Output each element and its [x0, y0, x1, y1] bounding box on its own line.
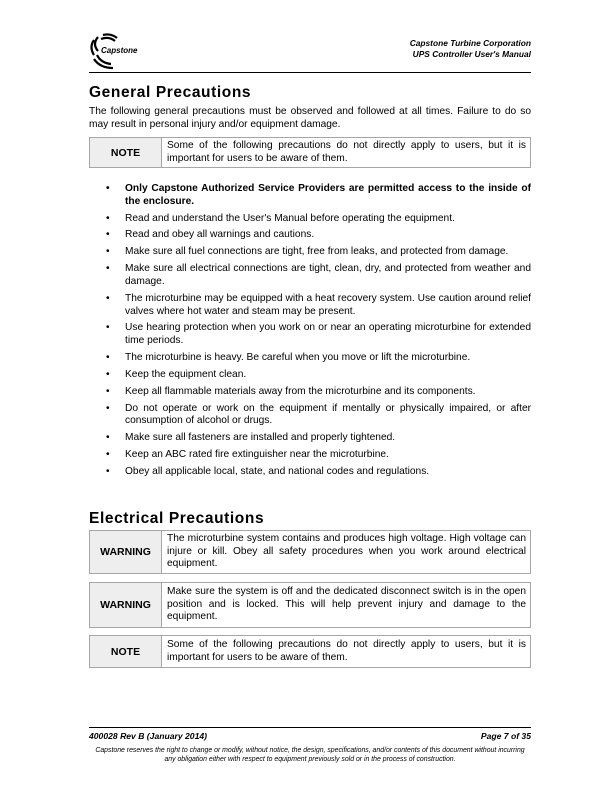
footer-disclaimer: Capstone reserves the right to change or modify, without notice, the design, specifications, and/or contents of this document without incurring any obligation either with respect to equipment previously sold or in the process of construction.: [95, 747, 525, 763]
warning-text: Make sure the system is off and the dedicated disconnect switch is in the open position and is locked. This will help prevent injury and damage to the equipment.: [162, 583, 531, 628]
bullet-icon: •: [106, 246, 110, 258]
bullet-icon: •: [106, 432, 110, 444]
footer-divider: [89, 727, 531, 728]
page-number: Page 7 of 35: [480, 731, 531, 741]
bullet-icon: •: [106, 449, 110, 461]
general-intro: The following general precautions must be observed and followed at all times. Failure to do so may result in personal injury and/or equipment damage.: [89, 106, 531, 130]
note-text: Some of the following precautions do not directly apply to users, but it is important for users to be aware of them.: [162, 636, 531, 668]
list-item: • The microturbine may be equipped with a heat recovery system. Use caution around relief valves where hot water and steam may be present.: [106, 292, 531, 317]
list-item: • Keep the equipment clean.: [106, 368, 247, 380]
list-item: • Obey all applicable local, state, and national codes and regulations.: [106, 466, 430, 478]
company-name: Capstone Turbine Corporation: [409, 38, 531, 48]
electrical-warning-callout-2: [89, 582, 531, 628]
list-item: • Use hearing protection when you work on or near an operating microturbine for extended time periods.: [106, 322, 531, 347]
bullet-icon: •: [106, 263, 110, 275]
bullet-icon: •: [106, 229, 110, 241]
manual-name: UPS Controller User's Manual: [412, 49, 531, 59]
page-header: [89, 33, 531, 73]
general-note-callout: [89, 137, 531, 168]
bullet-icon: •: [106, 212, 110, 224]
bullet-icon: •: [106, 183, 110, 194]
warning-label: WARNING: [90, 583, 162, 628]
list-item: • Make sure all fuel connections are tight, free from leaks, and protected from damage.: [106, 246, 509, 258]
bullet-icon: •: [106, 292, 110, 304]
electrical-warning-callout-1: [89, 530, 531, 574]
general-precautions-list: [89, 183, 531, 483]
general-precautions-heading: General Precautions: [89, 84, 252, 101]
bullet-icon: •: [106, 322, 110, 334]
bullet-icon: •: [106, 466, 110, 478]
header-divider: [89, 72, 531, 73]
list-item: • The microturbine is heavy. Be careful when you move or lift the microturbine.: [106, 352, 471, 364]
list-item: • Make sure all fasteners are installed and properly tightened.: [106, 432, 396, 444]
capstone-logo: [89, 33, 159, 71]
warning-label: WARNING: [90, 531, 162, 574]
bullet-icon: •: [106, 402, 110, 414]
list-item: • Keep all flammable materials away from the microturbine and its components.: [106, 385, 476, 397]
electrical-note-callout: [89, 635, 531, 668]
document-id: 400028 Rev B (January 2014): [89, 731, 208, 741]
electrical-precautions-heading: Electrical Precautions: [89, 510, 265, 527]
list-item: • Do not operate or work on the equipment if mentally or physically impaired, or after consumption of alcohol or drugs.: [106, 402, 531, 427]
note-label: NOTE: [90, 636, 162, 668]
warning-text: The microturbine system contains and produces high voltage. High voltage can injure or kill. Obey all safety procedures when you work around electrical equipment.: [162, 531, 531, 574]
bullet-icon: •: [106, 352, 110, 364]
list-item: • Keep an ABC rated fire extinguisher near the microturbine.: [106, 449, 389, 461]
header-title: [410, 38, 531, 60]
bullet-icon: •: [106, 385, 110, 397]
list-item: • Make sure all electrical connections are tight, clean, dry, and protected from weather and damage.: [106, 263, 531, 287]
list-item: • Only Capstone Authorized Service Providers are permitted access to the inside of the enclosure.: [106, 183, 531, 207]
bullet-icon: •: [106, 368, 110, 380]
note-label: NOTE: [90, 138, 162, 168]
list-item: • Read and obey all warnings and cautions.: [106, 229, 315, 241]
list-item: • Read and understand the User's Manual before operating the equipment.: [106, 212, 455, 224]
logo-wordmark: Capstone: [101, 46, 138, 55]
note-text: Some of the following precautions do not directly apply to users, but it is important for users to be aware of them.: [162, 138, 531, 168]
